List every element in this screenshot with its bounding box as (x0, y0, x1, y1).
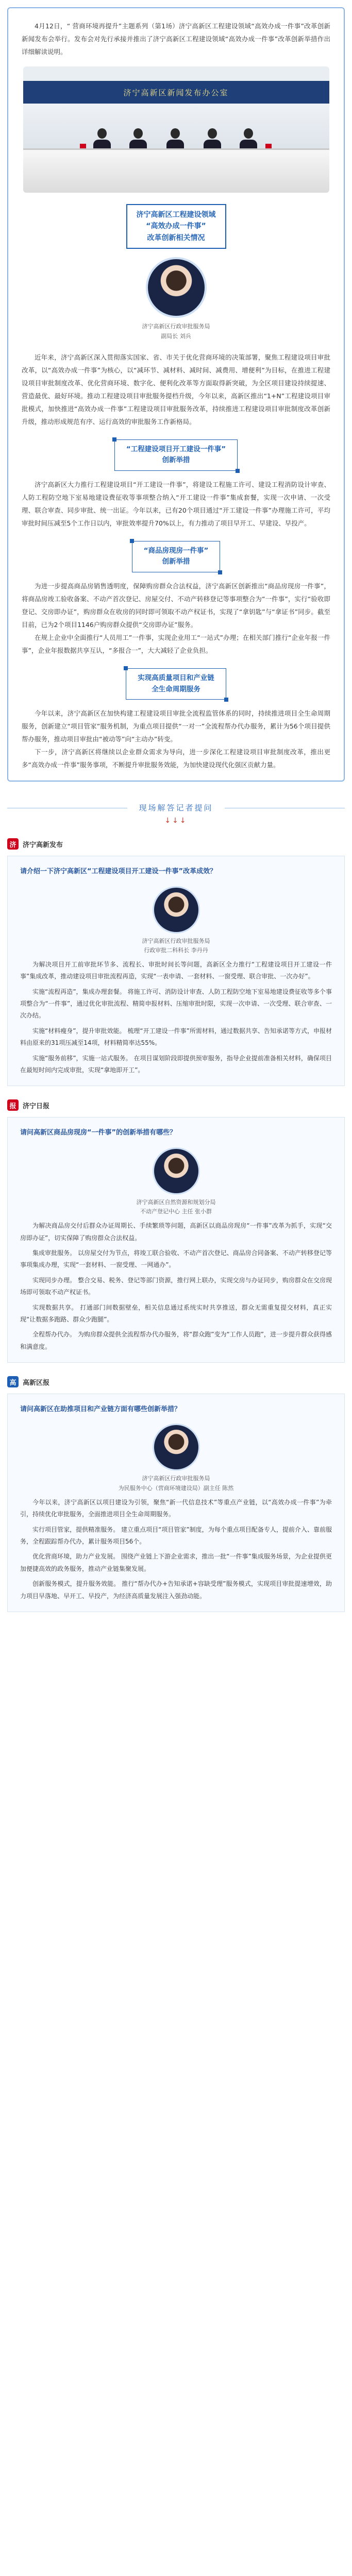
answer-paragraph: 为解决商品房交付后群众办证周期长、手续繁琐等问题，高新区以商品房现房“一件事”改革为抓手，实现“交房即办证”，切实保障了购房群众合法权益。 (20, 1222, 332, 1242)
answerer-caption (20, 1198, 332, 1217)
answer-paragraph: 实施“服务前移”，实施一站式服务。 在项目谋划阶段即提供预审服务，指导企业提前准备相关材料，确保项目在最短时间内完成审批，实现“拿地即开工”。 (20, 1054, 332, 1074)
media-name: 济宁日报 (23, 1102, 50, 1110)
answerer-caption-line: 济宁高新区行政审批服务局 (142, 937, 210, 944)
media-logo-icon: 报 (7, 1099, 19, 1111)
body-paragraph: 在规上企业中全面推行“人员用工”一件事，实现企业用工“一站式”办理；在相关部门推行“企业年报一件事”，企业年报数据共享互认，“多报合一”，大大减轻了企业负担。 (22, 633, 330, 654)
body-paragraph: 济宁高新区大力推行工程建设项目“开工建设一件事”，将建设工程施工许可、建设工程消防设计审查、人防工程防空地下室易地建设费征收等事项整合纳入“开工建设一件事”集成套餐，实现一次申请、一次受理、联合审查、同步审批、统一出证。今年以来，已有20个项目通过“开工建设一件事”办理施工许可，平均审批时间压减至5个工作日以内，审批效率提升70%以上，有力推动了项目早开工、早建设、早投产。 (22, 480, 330, 527)
speaker-caption-line: 济宁高新区行政审批服务局 (142, 323, 210, 330)
answer-body (20, 1220, 332, 1353)
body-paragraph: 近年来，济宁高新区深入贯彻落实国家、省、市关于优化营商环境的决策部署，聚焦工程建设项目审批改革，以“高效办成一件事”为核心，以“减环节、减材料、减时间、减费用、增便利”为目标，在推进工程建设项目审批制度改革、优化营商环境、数字化、便利化改革等方面取得新突破，为全区项目建设持续提速、营造最优、最好环境。推动工程建设项目审批服务提档升级，今年以来，高新区推出“1+N”工程建设项目审批模式，加快推进“高效办成一件事”工程建设项目审批服务改革，持续推进工程建设项目审批制度改革创新升级，推动形成规范有序、运行高效的审批服务工作新格局。 (22, 353, 330, 426)
answerer-portrait (153, 886, 200, 934)
media-name: 高新区报 (23, 1379, 50, 1387)
subtitle-box (126, 668, 226, 700)
qa-card (7, 856, 345, 1086)
chevron-down-icon: ↓↓↓ (164, 817, 188, 825)
photo-frame (23, 66, 329, 193)
subtitle-line: 创新举措 (162, 557, 190, 566)
section-label-box (126, 204, 226, 249)
subtitle-2 (22, 541, 330, 572)
speaker-caption-line: 副局长 刘兵 (161, 332, 191, 340)
answerer-caption-line: 济宁高新区自然资源和规划分局 (136, 1198, 216, 1206)
answer-paragraph: 集成审批服务。 以房屋交付为节点，将竣工联合验收、不动产首次登记、商品房合同备案、不动产转移登记等事项集成办理，实现“一套材料、一窗受理、一网通办”。 (20, 1249, 332, 1269)
answerer-caption (20, 937, 332, 956)
answer-paragraph: 实施“材料瘦身”，提升审批效能。 梳理“开工建设一件事”所需材料，通过数据共享、告知承诺等方式，申报材料由原来的31项压减至14项，材料精简率达55%。 (20, 1027, 332, 1047)
subtitle-line: 创新举措 (162, 456, 190, 465)
subtitle-line: 全生命周期服务 (152, 685, 200, 693)
body-paragraph: 为进一步提高商品房销售透明度，保障购房群众合法权益，济宁高新区创新推出“商品房现房一件事”，将商品房竣工验收备案、不动产首次登记、房屋交付、不动产转移登记等事项整合为“一件事”，实行“验收即登记、交房即办证”，购房群众在收房的同时即可领取不动产权证书，实现了“拿钥匙”与“拿证书”同步。截至目前，已为2个项目1146户购房群众提供“交房即办证”服务。 (22, 582, 330, 629)
section-label-line: 济宁高新区工程建设领域 (136, 211, 216, 219)
answerer-caption-line: 不动产登记中心 主任 张小群 (140, 1208, 212, 1215)
answer-body (20, 1497, 332, 1602)
qa-card (7, 1394, 345, 1612)
question-text: 请问高新区商品房现房“一件事”的创新举措有哪些？ (20, 1129, 177, 1137)
answer-paragraph: 今年以来，济宁高新区以项目建设为引领，聚焦“新一代信息技术”等重点产业链，以“高效办成一件事”为牵引，持续优化审批服务，全面推进项目全生命周期服务。 (20, 1498, 332, 1518)
subtitle-box (114, 439, 238, 471)
media-logo-icon: 高 (7, 1376, 19, 1387)
speaker-caption (22, 322, 330, 341)
qa-divider (7, 802, 345, 825)
answerer-portrait (153, 1147, 200, 1195)
qa-divider-title: 现场解答记者提问 (127, 802, 224, 813)
subtitle-line: “商品房现房一件事” (143, 546, 209, 555)
answer-paragraph: 优化营商环境，助力产业发展。 围绕产业链上下游企业需求，推出一批“一件事”集成服务场景，为企业提供更加便捷高效的政务服务，推动产业链集聚发展。 (20, 1553, 332, 1572)
media-name: 济宁高新发布 (23, 841, 63, 849)
section-label (22, 204, 330, 249)
intro-card (7, 7, 345, 782)
question-text: 请介绍一下济宁高新区“工程建设项目开工建设一件事”改革成效？ (20, 868, 217, 876)
subtitle-box (132, 541, 221, 572)
answerer-caption-line: 行政审批二科科长 李丹丹 (144, 947, 208, 954)
qa-block-1 (7, 838, 345, 1086)
speaker-portrait (146, 257, 207, 318)
body-paragraph: 下一步，济宁高新区将继续以企业群众需求为导向，进一步深化工程建设项目审批制度改革，推出更多“高效办成一件事”服务事项，不断提升审批服务效能，为加快建设现代化强区贡献力量。 (22, 748, 330, 769)
subtitle-line: 实现高质量项目和产业链 (138, 673, 214, 682)
body-paragraph: 今年以来，济宁高新区在加快构建工程建设项目审批全流程监管体系的同时，持续推进项目全生命周期服务，创新建立“项目管家”服务机制，为重点项目提供“一对一”全流程帮办代办服务，累计为56个项目提供帮办服务，推动项目审批由“被动等”向“主动办”转变。 (22, 709, 330, 743)
answer-paragraph: 实现同步办理。 整合交易、税务、登记等部门资源，推行网上联办，实现交房与办证同步，购房群众在交房现场即可领取不动产权证书。 (20, 1276, 332, 1296)
media-logo-icon: 济 (7, 838, 19, 850)
answer-paragraph: 实施“流程再造”，集成办理套餐。 将施工许可、消防设计审查、人防工程防空地下室易地建设费征收等多个事项整合为“一件事”，通过优化审批流程、精简申报材料、压缩审批时限，实现一次申请、一次受理、联合审查、一次办结。 (20, 988, 332, 1020)
qa-block-2 (7, 1099, 345, 1363)
answerer-caption (20, 1474, 332, 1493)
media-header (7, 1099, 345, 1111)
qa-block-3 (7, 1376, 345, 1612)
media-header (7, 838, 345, 850)
photo-table (23, 148, 329, 193)
answerer-caption-line: 为民服务中心（营商环境建设局）副主任 陈然 (118, 1485, 234, 1492)
media-header (7, 1376, 345, 1387)
answer-paragraph: 为解决项目开工前审批环节多、流程长、审批时间长等问题，高新区全力推行“工程建设项目开工建设一件事”集成改革，推动建设项目审批流程再造，实现“一表申请、一套材料、一窗受理、联合审批、一次办好”。 (20, 960, 332, 980)
section-label-line: “高效办成一件事” (146, 222, 206, 231)
answer-paragraph: 创新服务模式，提升服务效能。 推行“帮办代办+告知承诺+容缺受理”服务模式，实现项目审批提速增效，助力项目早落地、早开工、早投产，为经济高质量发展注入强劲动能。 (20, 1580, 332, 1600)
answerer-caption-line: 济宁高新区行政审批服务局 (142, 1475, 210, 1482)
press-conference-photo (22, 66, 330, 193)
answer-paragraph: 实现数据共享。 打通部门间数据壁垒，相关信息通过系统实时共享推送，群众无需重复提交材料，真正实现“让数据多跑路、群众少跑腿”。 (20, 1303, 332, 1323)
answer-body (20, 959, 332, 1077)
intro-paragraph: 4月12日，“ 营商环境再提升”主题系列（第1场）济宁高新区工程建设领域“高效办成一件事”改革创新新闻发布会举行。发布会对先行承接并推出了济宁高新区工程建设领域“高效办成一件事”改革创新举措作出详细解读说明。 (22, 22, 330, 56)
subtitle-3 (22, 668, 330, 700)
photo-banner: 济宁高新区新闻发布办公室 (23, 81, 329, 104)
subtitle-line: “工程建设项目开工建设一件事” (126, 445, 226, 453)
answerer-portrait (153, 1423, 200, 1471)
subtitle-1 (22, 439, 330, 471)
qa-card (7, 1117, 345, 1363)
question-text: 请问高新区在助推项目和产业链方面有哪些创新举措？ (20, 1405, 181, 1414)
answer-paragraph: 全程帮办代办。 为购房群众提供全流程帮办代办服务，将“群众跑”变为“工作人员跑”，进一步提升群众获得感和满意度。 (20, 1331, 332, 1350)
answer-paragraph: 实行项目管家，提供精准服务。 建立重点项目“项目管家”制度，为每个重点项目配备专人，提前介入、靠前服务，全程跟踪帮办代办，累计服务项目56个。 (20, 1526, 332, 1545)
section-label-line: 改革创新相关情况 (147, 233, 205, 242)
